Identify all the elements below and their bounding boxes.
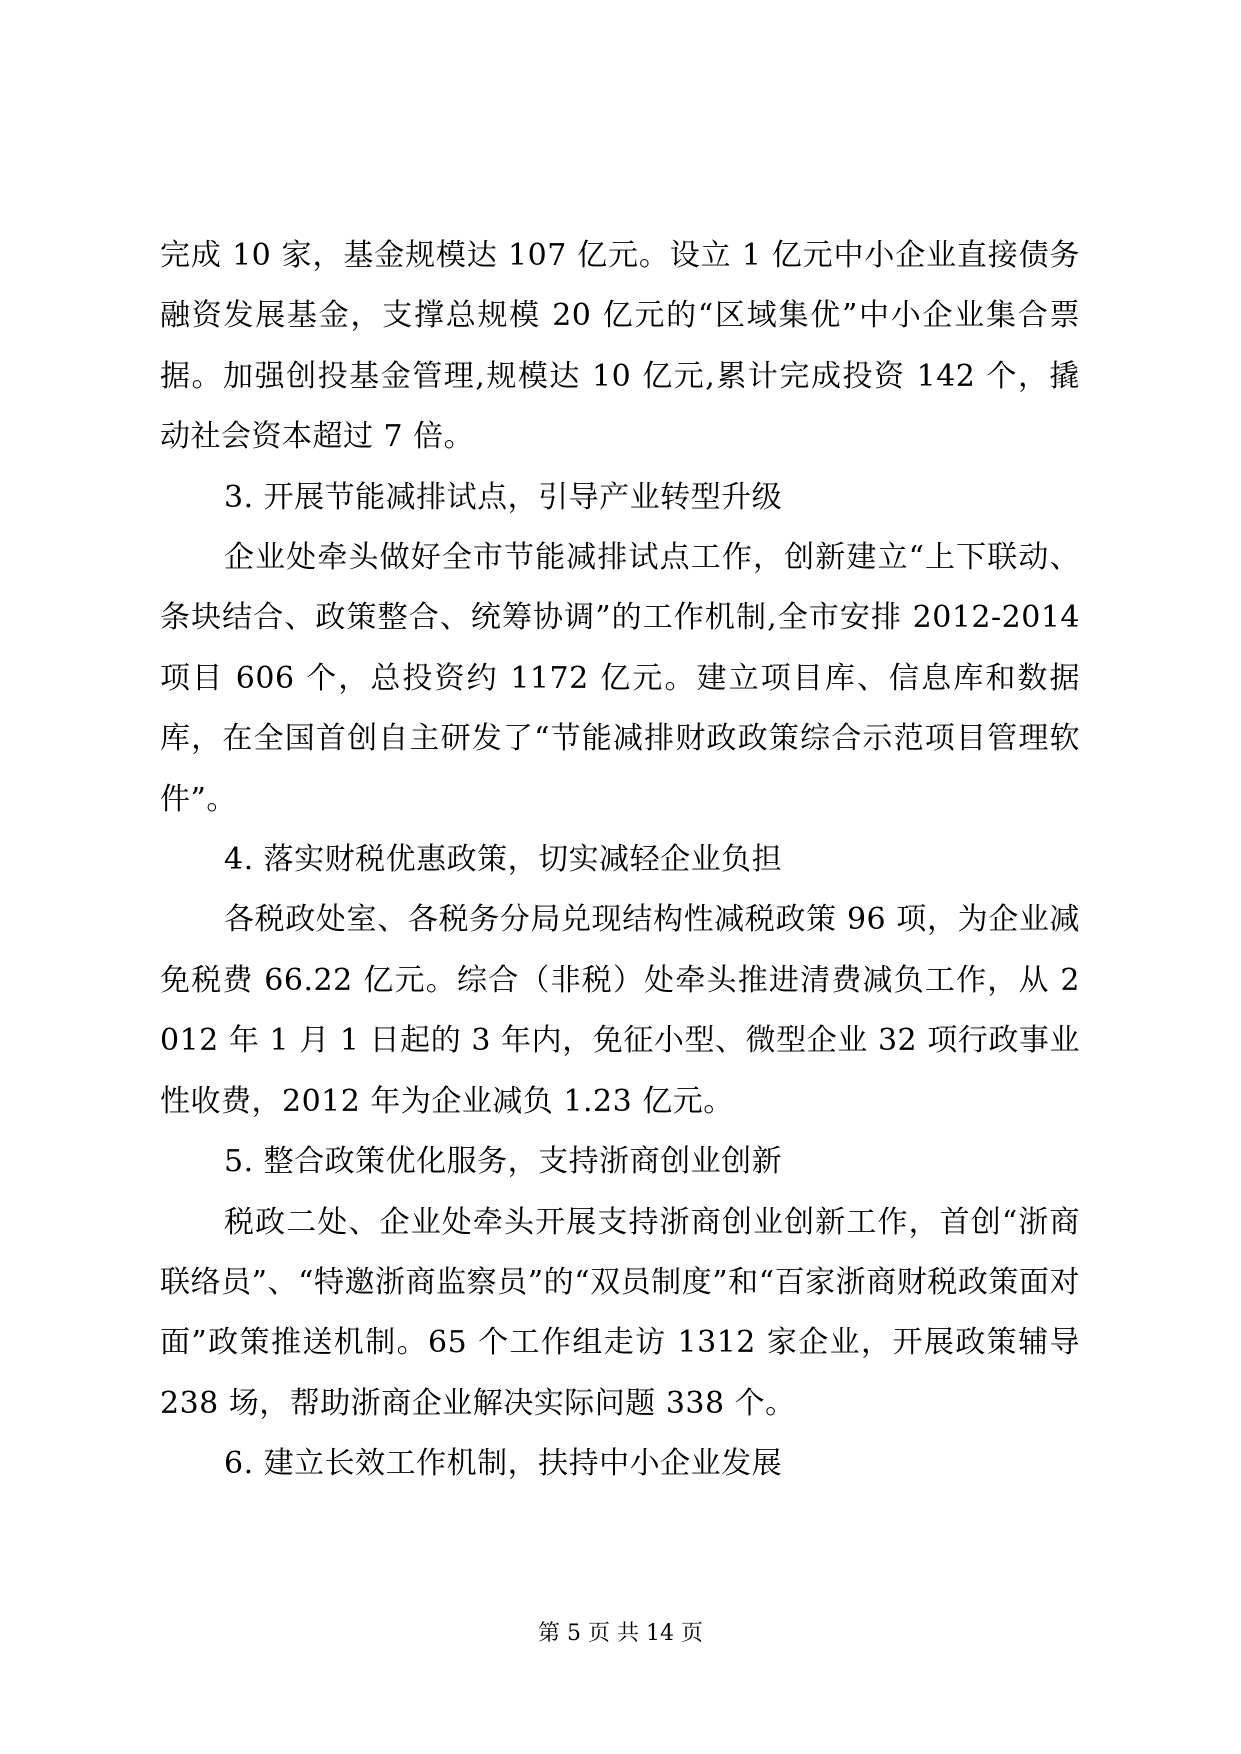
section-heading-6: 6. 建立长效工作机制，扶持中小企业发展 (224, 1446, 783, 1482)
paragraph-energy-saving: 企业处牵头做好全市节能减排试点工作，创新建立“上下联动、条块结合、政策整合、统筹协调”的工作机制,全市安排 2012-2014 项目 606 个，总投资约 1172 亿元。建立项目库、信息库和数据库，在全国首创自主研发了“节能减排财政政策综合示范项目管理软件”。 (160, 540, 1080, 817)
section-heading-3: 3. 开展节能减排试点，引导产业转型升级 (224, 479, 783, 515)
paragraph-tax-relief: 各税政处室、各税务分局兑现结构性减税政策 96 项，为企业减免税费 66.22 亿元。综合（非税）处牵头推进清费减负工作，从 2012 年 1 月 1 日起的 3 年内，免征小型、微型企业 32 项行政事业性收费，2012 年为企业减负 1.23 亿元。 (160, 902, 1080, 1119)
page-number-footer: 第 5 页 共 14 页 (538, 1621, 703, 1646)
paragraph-fund-scale: 完成 10 家，基金规模达 107 亿元。设立 1 亿元中小企业直接债务融资发展基金，支撑总规模 20 亿元的“区域集优”中小企业集合票据。加强创投基金管理,规模达 10 亿元,累计完成投资 142 个，撬动社会资本超过 7 倍。 (160, 238, 1080, 455)
section-heading-5: 5. 整合政策优化服务，支持浙商创业创新 (224, 1144, 783, 1180)
section-heading-4: 4. 落实财税优惠政策，切实减轻企业负担 (224, 842, 783, 878)
document-body (160, 226, 1080, 1495)
paragraph-zheshang-support: 税政二处、企业处牵头开展支持浙商创业创新工作，首创“浙商联络员”、“特邀浙商监察员”的“双员制度”和“百家浙商财税政策面对面”政策推送机制。65 个工作组走访 1312 家企业，开展政策辅导 238 场，帮助浙商企业解决实际问题 338 个。 (160, 1204, 1080, 1421)
